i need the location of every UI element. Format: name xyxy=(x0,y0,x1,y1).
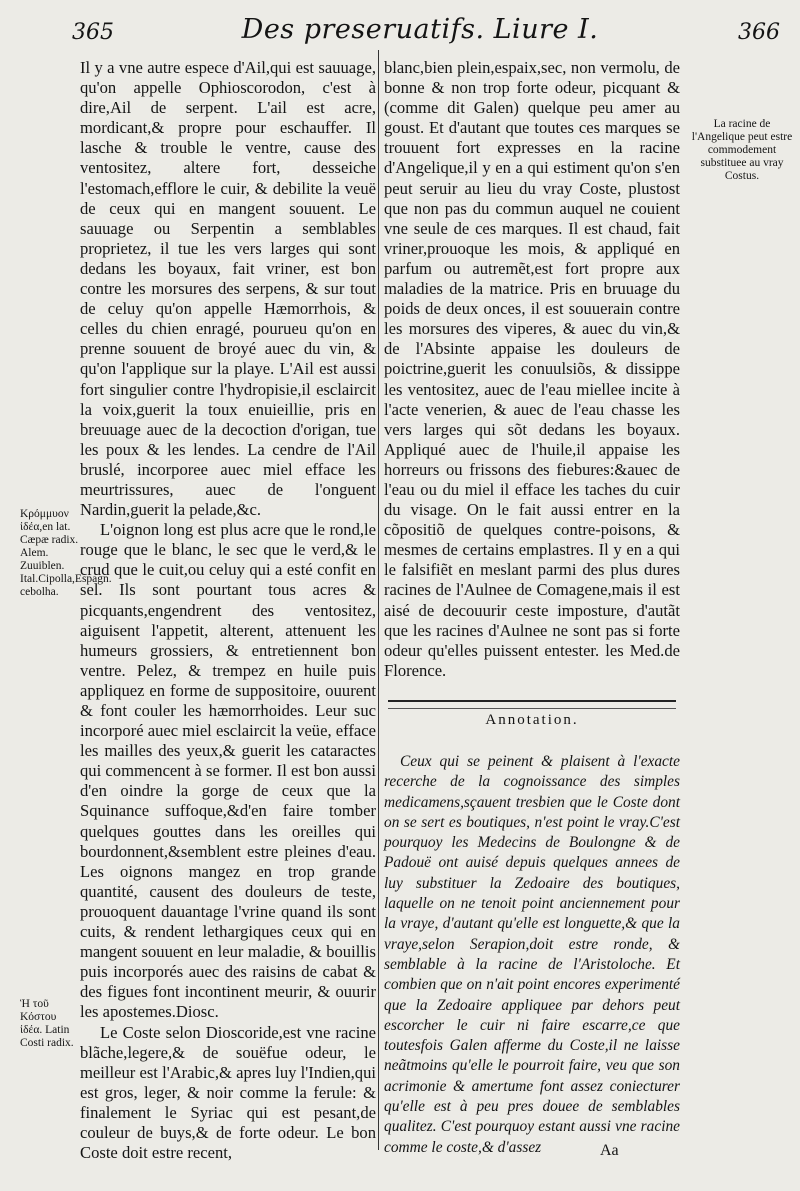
annotation-block xyxy=(384,752,680,1158)
paragraph-coste-cont: blanc,bien plein,espaix,sec, non vermolu, de bonne & non trop forte odeur, picquant & (comme dit Galen) quelque peu amer au goust. Et d'autant que toutes ces marques se trouuent fort expresses en la racine d'Angelique,il y en a qui estiment qu'on s'en peut seruir au lieu du vray Coste, plustost que non pas du commun auquel ne couient vne seule de ces marques. Il est chaud, fait vriner,prouoque les mois, & appliqué en parfum ou autremẽt,est fort propre aux maladies de la matrice. Pris en bruuage du poids de deux onces, il est souuerain contre les morsures des viperes, & auec du vin,& de l'Absinte appaise les douleurs de poictrine,guerit les conuulsiõs, & dissippe les ventositez, auec de l'eau miellee incite à l'acte venerien, & auec de l'eau chasse les vers larges qui sõt dedans les boyaux. Appliqué auec de l'huile,il appaise les horreurs ou frissons des fiebures:&auec de l'eau ou du miel il efface les taches du cuir du visage. On le fait aussi entrer en la cõpositiõ de quelques contre-poisons, & mesmes de certains emplastres. Il y en a qui le falsifiẽt en meslant parmi des plus dures racines de l'Aulnee de Comagene,mais il est aisé de decouurir ceste imposture, d'autãt que les racines d'Aulnee ne sont pas si forte odeur qu'elles puissent entester. les Med.de Florence. xyxy=(384,58,680,680)
left-column xyxy=(80,58,376,1163)
margin-note-oignon: Κρόμμυον ἰδέα,en lat. Cæpæ radix. Alem. Zuuiblen. Ital.Cipolla,Espagn. cebolha. xyxy=(20,508,112,598)
annotation-text: Ceux qui se peinent & plaisent à l'exacte recerche de la cognoissance des simples medicamens,sçauent tresbien que le Coste dont on se sert es boutiques, n'est point le vray.C'est pourquoy les Medecins de Boulongne & de Padouë ont auisé depuis quelques annees de luy substituer la Zedoaire des boutiques, laquelle on ne tenoit point anciennement pour la vraye, d'autant qu'elle est longuette,& que la vraye,selon Serapion,doit estre ronde, & semblable à la racine de l'Aristoloche. Et combien que on n'ait point encores experimenté que la Zedoaire appliquee par dehors peut escorcher le cuir ni faire escarre,ce que toutesfois Galen afferme du Coste,il ne laisse neãtmoins qu'elle le pourroit faire, veu que son acrimonie & amertume font assez coniecturer qu'elle est à peu pres douee de semblables qualitez. C'est pourquoy estant aussi vne racine comme le coste,& d'assez xyxy=(384,753,680,1156)
page-number-right: 366 xyxy=(738,20,780,45)
page-number-left: 365 xyxy=(72,20,114,45)
signature-mark: Aa xyxy=(600,1142,619,1159)
paragraph-ail: Il y a vne autre espece d'Ail,qui est sauuage, qu'on appelle Ophioscorodon, c'est à dire,Ail de serpent. L'ail est acre, mordicant,& propre pour eschauffer. Il lasche & trouble le ventre, cause des ventositez, altere fort, desseiche l'estomach,efflore le cuir, & debilite la veuë de ceux qui en mangent souuent. Le sauuage ou Serpentin a semblables proprietez, il tue les vers larges qui sont dedans les boyaux, fait vriner, est bon contre les morsures des serpens, & sur tout de celuy qu'on appelle Hæmorrhois, & celles du chien enragé, pourueu qu'on en prenne souuent de broyé auec du vin, & qu'on l'applique sur la playe. L'Ail est aussi fort singulier contre l'hydropisie,il esclaircit la voix,guerit la toux enuieillie, pris en breuuage auec de la decoction d'origan, tue les poux & les lendes. La cendre de l'Ail bruslé, incorporee auec miel efface les meurtrissures, auec de l'onguent Nardin,guerit la pelade,&c. xyxy=(80,58,376,520)
margin-note-coste: Ἡ τοῦ Κόστου ἰδέα. Latin Costi radix. xyxy=(20,998,74,1049)
margin-note-angelique: La racine de l'Angelique peut estre commodement substituee au vray Costus. xyxy=(691,118,793,182)
section-ornament-rule xyxy=(388,700,676,709)
column-divider xyxy=(378,50,379,1150)
paragraph-coste: Le Coste selon Dioscoride,est vne racine blãche,legere,& de souëfue odeur, le meilleur est l'Arabic,& apres luy l'Indien,qui est gros, leger, & noir comme la ferule: & finalement le Syriac qui est pesant,de couleur de buys,& de forte odeur. Le bon Coste doit estre recent, xyxy=(80,1022,376,1163)
running-title: Des preseruatifs. Liure I. xyxy=(241,14,599,45)
paragraph-oignon: L'oignon long est plus acre que le rond,le rouge que le blanc, le sec que le verd,& le crud que le cuit,ou celuy qui a esté confit en sel. Ils sont pourtant tous acres & picquants,engendrent des ventositez, aiguisent l'appetit, alterent, attenuent les humeurs grossiers, & entretiennent bon ventre. Pelez, & trempez en huile puis appliquez en forme de suppositoire, ouurent & font couler les hæmorrhoides. Leur suc incorporé auec miel esclaircit la veüe, efface les mailles des yeux,& guerit les cataractes qui commencent à se former. Il est bon aussi d'en oindre la gorge de ceux que la Squinance suffoque,&d'en faire tomber quelques gouttes dans les oreilles qui bourdonnent,&semblent estre pleines d'eau. Les oignons mangez en trop grande quantité, causent des douleurs de teste, prouoquent dauantage l'vrine quand ils sont cuits, & rendent lethargiques ceux qui en mangent souuent en leur maladie, & bouillis puis incorporés auec des raisins de cabat & des figues font incontinent meurir, & ouurir les apostemes.Diosc. xyxy=(80,520,376,1022)
annotation-heading: Annotation. xyxy=(485,712,579,728)
right-column xyxy=(384,58,680,681)
